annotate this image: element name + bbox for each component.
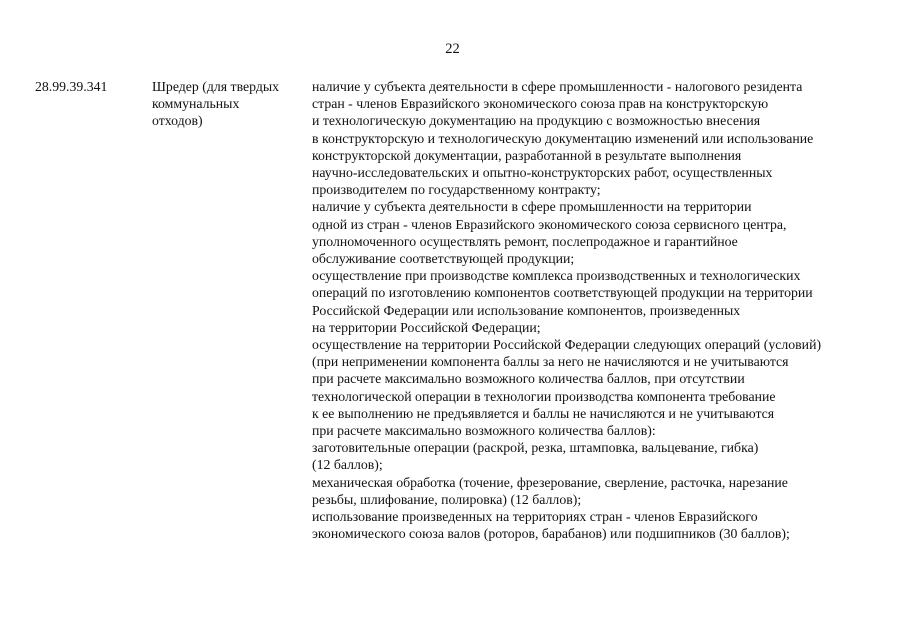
requirement-line: резьбы, шлифование, полировка) (12 баллов); — [312, 491, 582, 507]
requirement-line: к ее выполнению не предъявляется и баллы не начисляются и не учитываются — [312, 405, 775, 421]
requirement-line: экономического союза валов (роторов, барабанов) или подшипников (30 баллов); — [312, 526, 790, 542]
product-name-line: коммунальных — [152, 96, 240, 112]
requirement-line: конструкторской документации, разработанной в результате выполнения — [312, 147, 742, 163]
requirement-line: уполномоченного осуществлять ремонт, послепродажное и гарантийное — [312, 233, 738, 249]
requirement-line: и технологическую документацию на продукцию с возможностью внесения — [312, 113, 761, 129]
requirement-line: одной из стран - членов Евразийского экономического союза сервисного центра, — [312, 216, 787, 232]
requirement-line: на территории Российской Федерации; — [312, 319, 541, 335]
requirement-line: (при неприменении компонента баллы за него не начисляются и не учитываются — [312, 354, 789, 370]
product-name-line: отходов) — [152, 113, 203, 129]
product-name — [152, 78, 279, 130]
requirements-text — [312, 78, 821, 542]
page-number: 22 — [445, 41, 460, 57]
requirement-line: наличие у субъекта деятельности в сфере промышленности - налогового резидента — [312, 79, 803, 94]
requirement-line: обслуживание соответствующей продукции; — [312, 251, 575, 267]
requirement-line: осуществление на территории Российской Федерации следующих операций (условий) — [312, 337, 822, 353]
requirement-line: операций по изготовлению компонентов соответствующей продукции на территории — [312, 285, 813, 301]
requirement-line: в конструкторскую и технологическую документацию изменений или использование — [312, 130, 814, 146]
requirement-line: производителем по государственному контракту; — [312, 182, 601, 198]
requirement-line: стран - членов Евразийского экономического союза прав на конструкторскую — [312, 96, 769, 112]
requirement-line: при расчете максимально возможного количества баллов): — [312, 423, 656, 439]
requirement-line: осуществление при производстве комплекса производственных и технологических — [312, 268, 801, 284]
requirement-line: научно-исследовательских и опытно-конструкторских работ, осуществленных — [312, 165, 773, 181]
requirement-line: технологической операции в технологии производства компонента требование — [312, 388, 776, 404]
requirement-line: заготовительные операции (раскрой, резка, штамповка, вальцевание, гибка) — [312, 440, 759, 456]
requirement-line: механическая обработка (точение, фрезерование, сверление, расточка, нарезание — [312, 474, 788, 490]
product-name-line: Шредер (для твердых — [152, 79, 280, 94]
requirement-line: наличие у субъекта деятельности в сфере промышленности на территории — [312, 199, 752, 215]
requirement-line: Российской Федерации или использование компонентов, произведенных — [312, 302, 741, 318]
requirement-line: использование произведенных на территориях стран - членов Евразийского — [312, 509, 758, 525]
requirement-line: при расчете максимально возможного количества баллов, при отсутствии — [312, 371, 745, 387]
product-code: 28.99.39.341 — [35, 79, 108, 94]
requirement-line: (12 баллов); — [312, 457, 383, 473]
